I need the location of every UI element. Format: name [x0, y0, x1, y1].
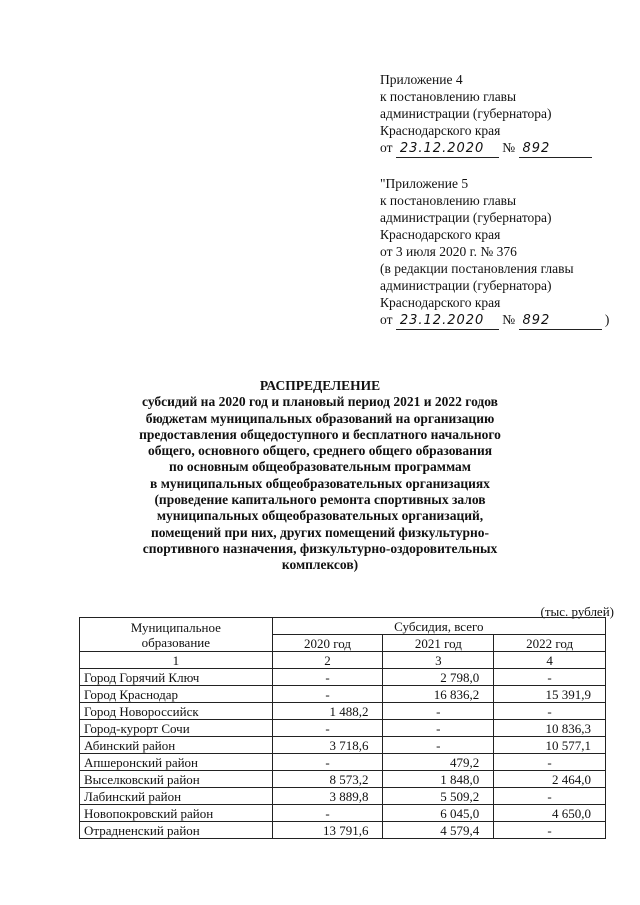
- value-2021-cell: 4 579,4: [383, 822, 494, 839]
- title-line: по основным общеобразовательным программам: [168, 459, 471, 475]
- table-row: [80, 788, 606, 805]
- header-2022: 2022 год: [494, 635, 606, 652]
- value-2022-cell: 10 577,1: [494, 737, 606, 754]
- number-label: №: [502, 140, 516, 155]
- column-number: 3: [383, 652, 494, 669]
- value-2021-cell: 479,2: [383, 754, 494, 771]
- value-2022-cell: -: [494, 822, 606, 839]
- column-number: 1: [80, 652, 273, 669]
- closing-parenthesis: ): [604, 312, 610, 327]
- value-2022-cell: 2 464,0: [494, 771, 606, 788]
- column-number: 4: [494, 652, 606, 669]
- value-2022-cell: 10 836,3: [494, 720, 606, 737]
- table-row: [80, 822, 606, 839]
- appendix-4-line: Приложение 4: [380, 72, 463, 87]
- appendix-5-line: администрации (губернатора): [380, 278, 552, 293]
- table-row: [80, 720, 606, 737]
- appendix-5-date-line: [380, 311, 609, 330]
- value-2021-cell: 16 836,2: [383, 686, 494, 703]
- value-2021-cell: 6 045,0: [383, 805, 494, 822]
- value-2022-cell: 4 650,0: [494, 805, 606, 822]
- table-body: [80, 669, 606, 839]
- value-2021-cell: -: [383, 737, 494, 754]
- value-2022-cell: -: [494, 703, 606, 720]
- table-row: [80, 805, 606, 822]
- value-2020-cell: -: [272, 754, 383, 771]
- municipality-cell: Отрадненский район: [80, 822, 273, 839]
- value-2020-cell: 3 718,6: [272, 737, 383, 754]
- from-label: от: [380, 140, 393, 155]
- value-2022-cell: -: [494, 788, 606, 805]
- title-line: бюджетам муниципальных образований на организацию: [145, 410, 495, 426]
- value-2020-cell: 13 791,6: [272, 822, 383, 839]
- appendix-4-line: к постановлению главы: [380, 89, 517, 104]
- appendix-4-line: администрации (губернатора): [380, 106, 552, 121]
- column-number: 2: [272, 652, 383, 669]
- value-2021-cell: 2 798,0: [383, 669, 494, 686]
- table-row: [80, 669, 606, 686]
- value-2022-cell: 15 391,9: [494, 686, 606, 703]
- value-2021-cell: 5 509,2: [383, 788, 494, 805]
- value-2020-cell: -: [272, 720, 383, 737]
- value-2021-cell: -: [383, 720, 494, 737]
- units-label: (тыс. рублей): [540, 604, 614, 619]
- table-header-row: [80, 618, 606, 635]
- table-row: [80, 771, 606, 788]
- appendix-5-line: администрации (губернатора): [380, 210, 552, 225]
- table-row: [80, 754, 606, 771]
- appendix-5-line: "Приложение 5: [380, 176, 469, 191]
- from-label: от: [380, 312, 393, 327]
- title-line: в муниципальных общеобразовательных организациях: [150, 475, 490, 491]
- number-label: №: [502, 312, 516, 327]
- appendix-4-header: [380, 71, 592, 158]
- title-line: субсидий на 2020 год и плановый период 2021 и 2022 годов: [142, 394, 498, 410]
- title-line: (проведение капитального ремонта спортивных залов: [154, 492, 486, 508]
- header-municipality: [80, 618, 273, 652]
- value-2020-cell: 1 488,2: [272, 703, 383, 720]
- header-2021: 2021 год: [383, 635, 494, 652]
- municipality-cell: Город Краснодар: [80, 686, 273, 703]
- appendix-5-line: к постановлению главы: [380, 193, 517, 208]
- value-2021-cell: -: [383, 703, 494, 720]
- appendix-5-header: [380, 175, 609, 330]
- table-row: [80, 686, 606, 703]
- value-2020-cell: -: [272, 805, 383, 822]
- value-2020-cell: 8 573,2: [272, 771, 383, 788]
- municipality-cell: Выселковский район: [80, 771, 273, 788]
- municipality-cell: Город Новороссийск: [80, 703, 273, 720]
- header-municipality-line2: образование: [141, 634, 211, 650]
- municipality-cell: Лабинский район: [80, 788, 273, 805]
- value-2020-cell: 3 889,8: [272, 788, 383, 805]
- value-2021-cell: 1 848,0: [383, 771, 494, 788]
- appendix-5-line: Краснодарского края: [380, 295, 501, 310]
- title-line: комплексов): [281, 557, 359, 573]
- appendix-5-line: (в редакции постановления главы: [380, 261, 574, 276]
- municipality-cell: Абинский район: [80, 737, 273, 754]
- header-2020: 2020 год: [272, 635, 383, 652]
- header-municipality-line1: Муниципальное: [130, 619, 221, 635]
- title-line: помещений при них, других помещений физкультурно-: [150, 524, 490, 540]
- subsidy-table: [79, 617, 606, 839]
- handwritten-number: 892: [519, 312, 602, 330]
- appendix-4-line: Краснодарского края: [380, 123, 501, 138]
- handwritten-date: 23.12.2020: [396, 140, 499, 158]
- appendix-5-line: от 3 июля 2020 г. № 376: [380, 244, 517, 259]
- appendix-5-line: Краснодарского края: [380, 227, 501, 242]
- value-2022-cell: -: [494, 754, 606, 771]
- appendix-4-date-line: [380, 139, 592, 158]
- handwritten-date: 23.12.2020: [396, 312, 499, 330]
- municipality-cell: Апшеронский район: [80, 754, 273, 771]
- municipality-cell: Новопокровский район: [80, 805, 273, 822]
- header-subsidy: Субсидия, всего: [272, 618, 605, 635]
- title-line: общего, основного общего, среднего общего образования: [147, 443, 493, 459]
- municipality-cell: Город-курорт Сочи: [80, 720, 273, 737]
- value-2020-cell: -: [272, 686, 383, 703]
- title-heading: РАСПРЕДЕЛЕНИЕ: [259, 378, 381, 393]
- handwritten-number: 892: [519, 140, 592, 158]
- value-2020-cell: -: [272, 669, 383, 686]
- table-row: [80, 703, 606, 720]
- column-number-row: [80, 652, 606, 669]
- title-line: предоставления общедоступного и бесплатного начального: [139, 426, 501, 442]
- title-line: муниципальных общеобразовательных организаций,: [156, 508, 484, 524]
- table-row: [80, 737, 606, 754]
- document-title: [0, 378, 640, 574]
- title-line: спортивного назначения, физкультурно-оздоровительных: [142, 540, 498, 556]
- municipality-cell: Город Горячий Ключ: [80, 669, 273, 686]
- value-2022-cell: -: [494, 669, 606, 686]
